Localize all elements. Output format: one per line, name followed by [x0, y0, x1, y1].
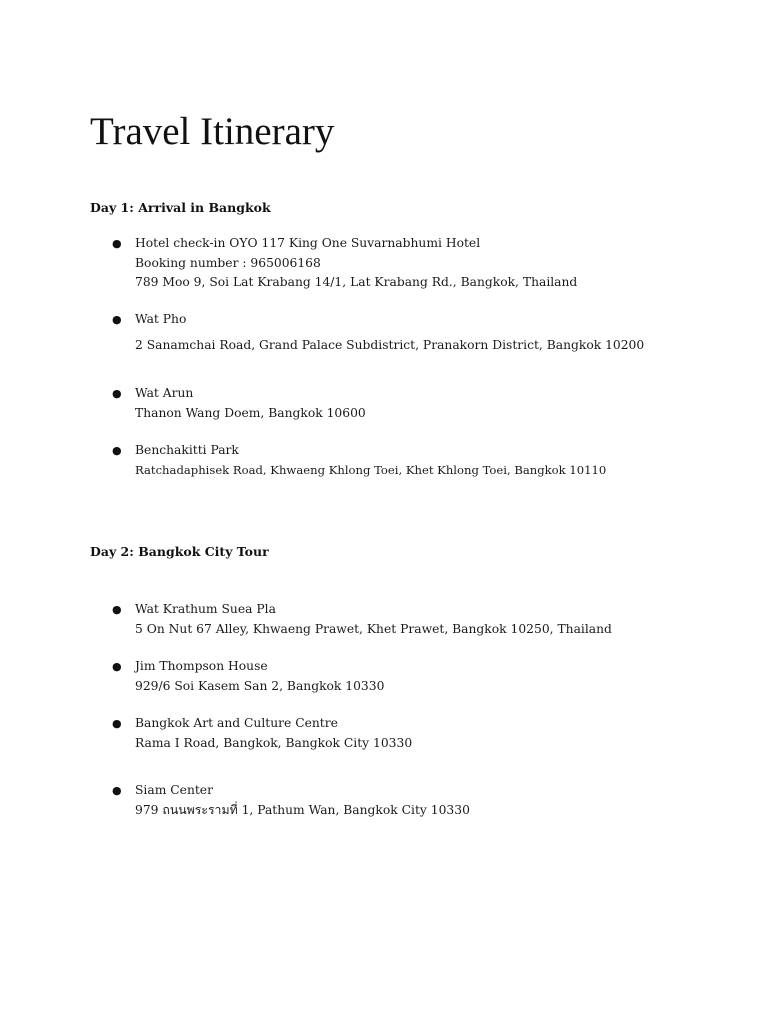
bullet-icon: ●: [112, 784, 122, 797]
item-address: Thanon Wang Doem, Bangkok 10600: [135, 405, 366, 420]
item-name: Benchakitti Park: [135, 443, 239, 457]
booking-number: Booking number : 965006168: [135, 255, 321, 270]
list-item: [112, 441, 732, 480]
item-address: 5 On Nut 67 Alley, Khwaeng Prawet, Khet Prawet, Bangkok 10250, Thailand: [135, 621, 612, 636]
bullet-icon: ●: [112, 717, 122, 730]
list-item: [112, 234, 732, 293]
bullet-icon: ●: [112, 660, 122, 673]
item-address: 979 ถนนพระรามที่ 1, Pathum Wan, Bangkok City 10330: [135, 802, 470, 817]
item-name: Jim Thompson House: [135, 659, 268, 673]
bullet-icon: ●: [112, 444, 122, 457]
list-item: [112, 600, 732, 639]
item-address: Ratchadaphisek Road, Khwaeng Khlong Toei, Khet Khlong Toei, Bangkok 10110: [135, 462, 607, 477]
item-name: Hotel check-in OYO 117 King One Suvarnabhumi Hotel: [135, 236, 481, 250]
list-item: [112, 657, 732, 696]
list-item: [112, 714, 732, 753]
list-item: [112, 781, 732, 820]
item-name: Wat Arun: [135, 386, 194, 400]
item-address: 929/6 Soi Kasem San 2, Bangkok 10330: [135, 678, 385, 693]
item-name: Siam Center: [135, 783, 213, 797]
item-address: Rama I Road, Bangkok, Bangkok City 10330: [135, 735, 413, 750]
item-address: 789 Moo 9, Soi Lat Krabang 14/1, Lat Krabang Rd., Bangkok, Thailand: [135, 275, 578, 289]
bullet-icon: ●: [112, 387, 122, 400]
day-1-heading: Day 1: Arrival in Bangkok: [90, 200, 271, 215]
item-name: Bangkok Art and Culture Centre: [135, 716, 338, 730]
bullet-icon: ●: [112, 603, 122, 616]
bullet-icon: ●: [112, 237, 122, 250]
list-item: [112, 310, 732, 355]
day-2-heading: Day 2: Bangkok City Tour: [90, 544, 269, 559]
item-name: Wat Krathum Suea Pla: [135, 602, 276, 616]
bullet-icon: ●: [112, 313, 122, 326]
list-item: [112, 384, 732, 423]
document-title: Travel Itinerary: [90, 110, 335, 153]
item-name: Wat Pho: [135, 312, 187, 326]
item-address: 2 Sanamchai Road, Grand Palace Subdistrict, Pranakorn District, Bangkok 10200: [135, 337, 645, 352]
